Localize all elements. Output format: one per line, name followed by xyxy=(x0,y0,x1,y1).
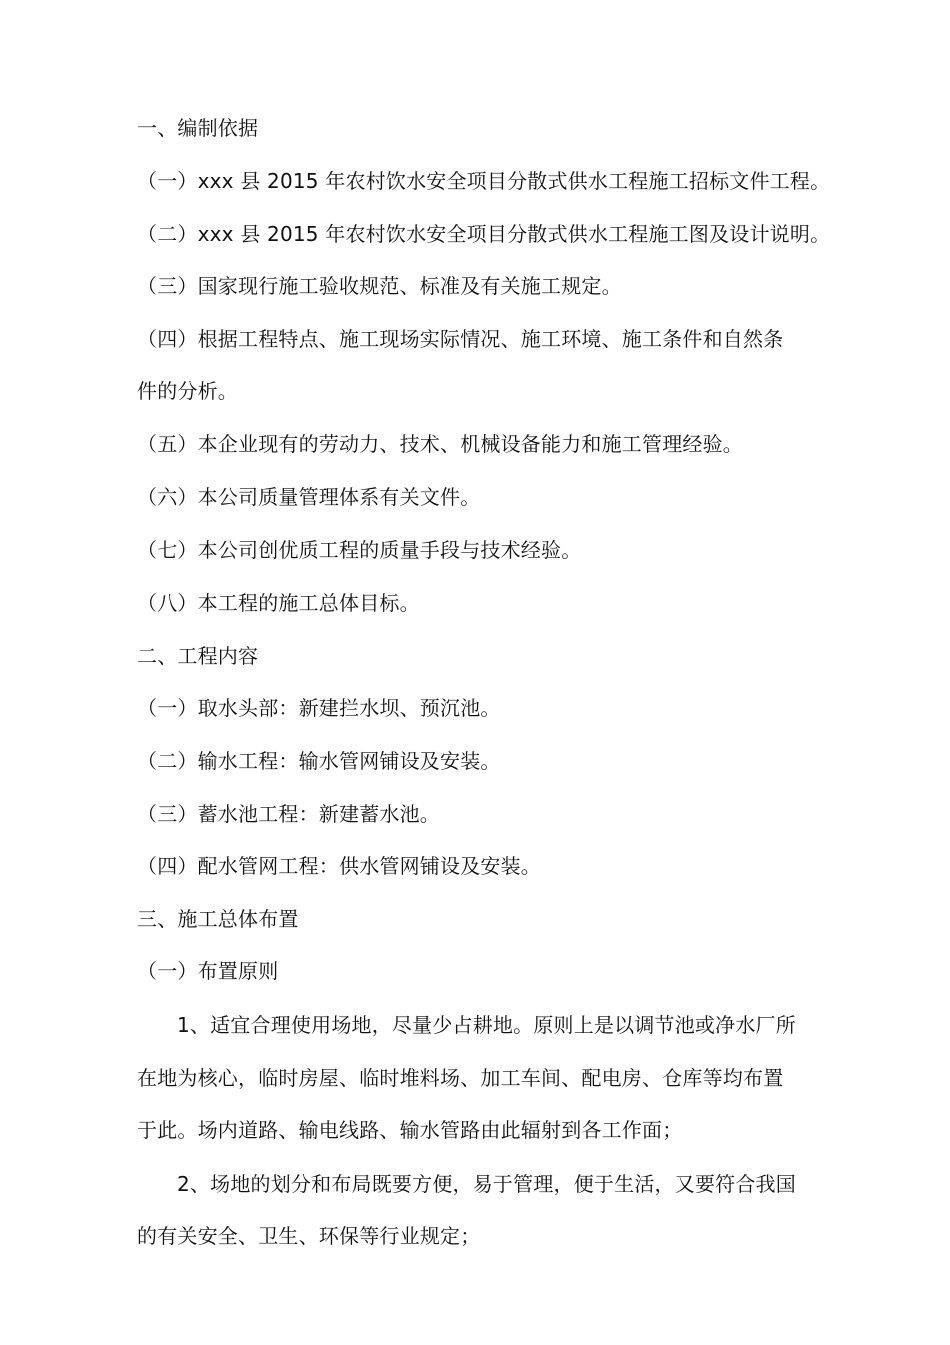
section-heading: 三、施工总体布置 xyxy=(137,907,299,931)
section-heading: 一、编制依据 xyxy=(137,116,259,140)
section-heading: 二、工程内容 xyxy=(137,644,259,668)
list-item: （四）根据工程特点、施工现场实际情况、施工环境、施工条件和自然条 xyxy=(137,327,784,351)
list-item: （二）输水工程：输水管网铺设及安装。 xyxy=(137,749,501,773)
list-item: （二）xxx 县 2015 年农村饮水安全项目分散式供水工程施工图及设计说明。 xyxy=(137,222,831,246)
list-item: （一）xxx 县 2015 年农村饮水安全项目分散式供水工程施工招标文件工程。 xyxy=(137,169,831,193)
list-item: （三）国家现行施工验收规范、标准及有关施工规定。 xyxy=(137,274,622,298)
list-item-continuation: 件的分析。 xyxy=(137,379,238,403)
paragraph-line: 的有关安全、卫生、环保等行业规定； xyxy=(137,1224,481,1248)
list-item: （三）蓄水池工程：新建蓄水池。 xyxy=(137,802,440,826)
paragraph-line: 于此。场内道路、输电线路、输水管路由此辐射到各工作面； xyxy=(137,1118,683,1142)
list-item: （四）配水管网工程：供水管网铺设及安装。 xyxy=(137,854,541,878)
paragraph-line: 在地为核心，临时房屋、临时堆料场、加工车间、配电房、仓库等均布置 xyxy=(137,1066,784,1090)
list-item: （一）取水头部：新建拦水坝、预沉池。 xyxy=(137,696,501,720)
paragraph-line: 2、场地的划分和布局既要方便，易于管理，便于生活，又要符合我国 xyxy=(177,1172,796,1196)
list-item: （七）本公司创优质工程的质量手段与技术经验。 xyxy=(137,538,582,562)
list-item: （六）本公司质量管理体系有关文件。 xyxy=(137,485,481,509)
paragraph-line: 1、适宜合理使用场地，尽量少占耕地。原则上是以调节池或净水厂所 xyxy=(177,1013,796,1037)
list-item: （八）本工程的施工总体目标。 xyxy=(137,591,420,615)
list-item: （五）本企业现有的劳动力、技术、机械设备能力和施工管理经验。 xyxy=(137,432,743,456)
subsection-heading: （一）布置原则 xyxy=(137,959,279,983)
